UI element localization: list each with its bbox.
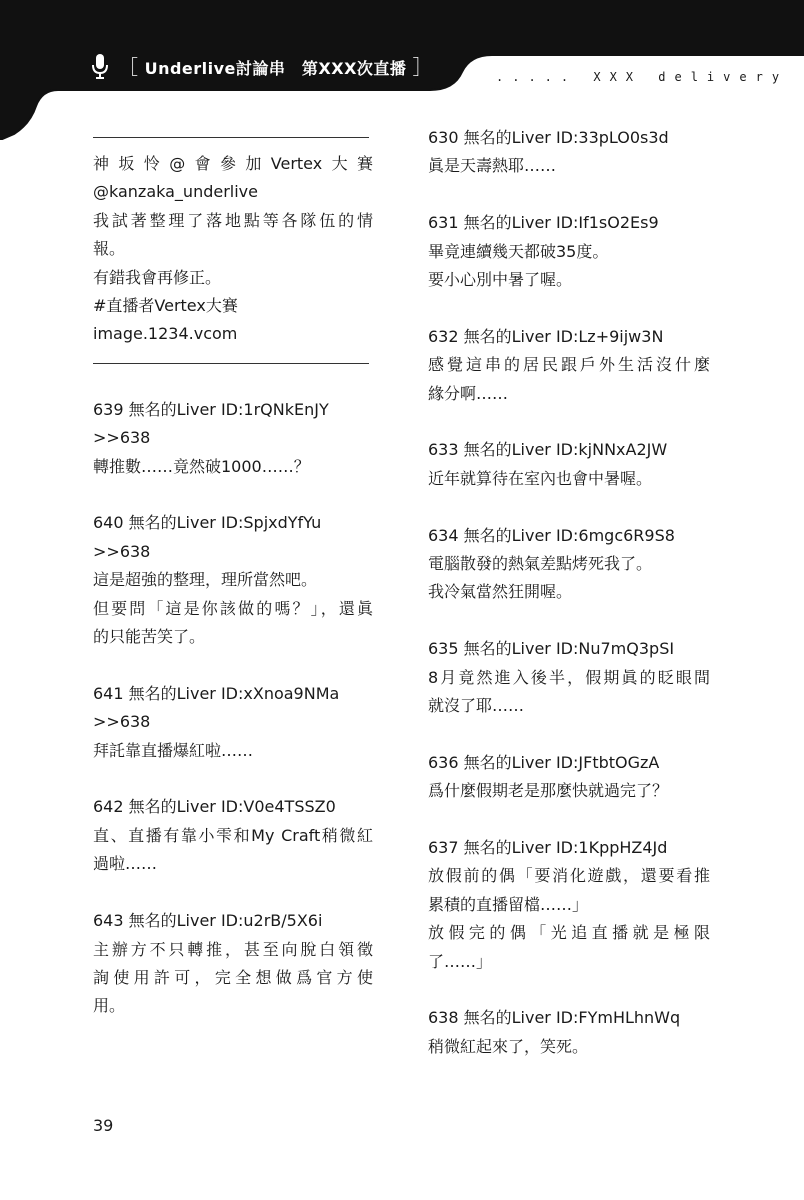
bracket-close: ］	[412, 55, 433, 79]
divider-bottom	[93, 363, 369, 364]
post-text: 畢竟連續幾天都破35度。	[428, 241, 609, 261]
page-number: 39	[93, 1116, 114, 1135]
post	[93, 396, 373, 481]
post-header: 638 無名的Liver ID:FYmHLhnWq	[428, 1008, 681, 1028]
post-text: 過啦……	[93, 854, 158, 874]
post-reply-ref: >>638	[93, 541, 151, 561]
post-text: 近年就算待在室內也會中暑喔。	[428, 468, 653, 488]
bracket-open: ［	[118, 55, 139, 79]
tweet-text: 報。	[93, 239, 126, 259]
post-text: 爲什麼假期老是那麼快就過完了？	[428, 781, 669, 801]
post-header: 632 無名的Liver ID:Lz+9ijw3N	[428, 326, 664, 346]
post-header: 643 無名的Liver ID:u2rB/5X6i	[93, 911, 323, 931]
post-reply-ref: >>638	[93, 712, 151, 732]
post	[93, 793, 373, 878]
post-header: 642 無名的Liver ID:V0e4TSSZ0	[93, 797, 336, 817]
post-text: 但要問「這是你該做的嗎？」，還眞	[93, 598, 373, 618]
post	[428, 209, 710, 294]
post-text: 眞是天壽熱耶……	[428, 156, 557, 176]
post-text: 我冷氣當然狂開喔。	[428, 582, 573, 602]
post-text: 拜託靠直播爆紅啦……	[93, 740, 254, 760]
post-text: 要小心別中暑了喔。	[428, 270, 573, 290]
post-header: 639 無名的Liver ID:1rQNkEnJY	[93, 399, 329, 419]
header-title	[118, 56, 433, 80]
post-text: 累積的直播留檔……」	[428, 894, 589, 914]
post	[428, 749, 710, 806]
tweet-image-link: image.1234.vcom	[93, 324, 238, 344]
post	[428, 834, 710, 976]
tweet-block	[93, 150, 373, 349]
post-text: 直、直播有靠小雫和My Craft稍微紅	[93, 825, 373, 845]
post-header: 633 無名的Liver ID:kjNNxA2JW	[428, 440, 668, 460]
microphone-icon	[90, 53, 110, 81]
left-column	[93, 124, 373, 1049]
post-text: 就沒了耶……	[428, 696, 525, 716]
post-text: 稍微紅起來了，笑死。	[428, 1036, 589, 1056]
post-header: 640 無名的Liver ID:SpjxdYfYu	[93, 513, 322, 533]
post-header: 636 無名的Liver ID:JFtbtOGzA	[428, 752, 660, 772]
post	[428, 124, 710, 181]
post-text: 放假前的偶「要消化遊戲，還要看推	[428, 866, 710, 886]
post-header: 635 無名的Liver ID:Nu7mQ3pSI	[428, 639, 675, 659]
post	[428, 635, 710, 720]
post-text: 轉推數……竟然破1000……？	[93, 456, 310, 476]
right-column	[428, 124, 710, 1090]
header-subtitle: ..... XXX delivery	[496, 70, 789, 84]
post-header: 641 無名的Liver ID:xXnoa9NMa	[93, 683, 340, 703]
post-text: 電腦散發的熱氣差點烤死我了。	[428, 554, 653, 574]
post	[428, 436, 710, 493]
divider-top	[93, 137, 369, 138]
tweet-text: 我試著整理了落地點等各隊伍的情	[93, 210, 373, 230]
post	[93, 907, 373, 1021]
post	[93, 680, 373, 765]
tweet-hashtag: #直播者Vertex大賽	[93, 296, 238, 316]
post	[428, 1004, 710, 1061]
post	[93, 509, 373, 651]
post	[428, 323, 710, 408]
post-text: 放假完的偶「光追直播就是極限	[428, 923, 710, 943]
post-text: 感覺這串的居民跟戶外生活沒什麼	[428, 355, 710, 375]
post-text: 用。	[93, 996, 126, 1016]
post-text: 這是超強的整理，理所當然吧。	[93, 570, 318, 590]
tweet-text: 有錯我會再修正。	[93, 267, 222, 287]
post-header: 637 無名的Liver ID:1KppHZ4Jd	[428, 838, 668, 858]
tweet-handle: @kanzaka_underlive	[93, 182, 258, 202]
tweet-author: 神坂怜@會參加Vertex大賽	[93, 154, 373, 173]
post-reply-ref: >>638	[93, 428, 151, 448]
post-header: 630 無名的Liver ID:33pLO0s3d	[428, 128, 669, 147]
thread-title: Underlive討論串 第XXX次直播	[144, 59, 407, 78]
post-text: 詢使用許可，完全想做爲官方使	[93, 967, 373, 987]
post-text: 了……」	[428, 951, 493, 971]
post-header: 634 無名的Liver ID:6mgc6R9S8	[428, 525, 675, 545]
post-text: 的只能苦笑了。	[93, 627, 206, 647]
post-text: 8月竟然進入後半，假期眞的眨眼間	[428, 667, 710, 687]
post-text: 緣分啊……	[428, 383, 509, 403]
post-header: 631 無名的Liver ID:If1sO2Es9	[428, 213, 659, 233]
post	[428, 522, 710, 607]
post-text: 主辦方不只轉推，甚至向脫白領徵	[93, 939, 373, 959]
